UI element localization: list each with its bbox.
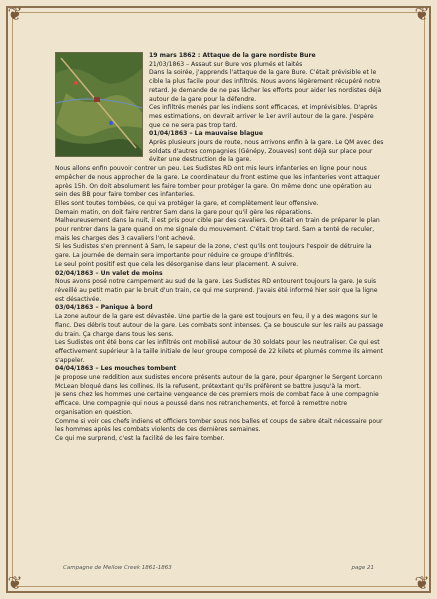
entry-title: 02/04/1863 – Un valet de moins	[55, 269, 163, 277]
page-footer	[63, 565, 374, 571]
entry-title: 01/04/1863 – La mauvaise blague	[149, 130, 264, 138]
entry-title: 04/04/1863 – Les mouches tombent	[55, 365, 177, 373]
paragraph: Je sens chez les hommes une certaine vengeance de ces premiers mois de combat face à une compagnie efficace. Une compagnie qui nous a poussé dans nos retranchements, et forcé à remettre notre organisation en question.	[55, 391, 379, 416]
paragraph: Le seul point positif est que cela les désorganise dans leur placement. A suivre.	[55, 260, 299, 268]
paragraph: Si les Sudistes s'en prennent à Sam, le sapeur de la zone, c'est qu'ils ont toujours l'espoir de détruire la gare. La journée de demain sera importante pour réduire ce groupe d'infiltrés.	[55, 243, 372, 260]
paragraph: Nous avons posé notre campement au sud de la gare. Les Sudistes RD entourent toujours la gare. Je suis réveillé au petit matin par le bruit d'un train, ce qui me surprend. J'avais été informé hier soir que la ligne est désactivée.	[55, 278, 378, 303]
paragraph: Demain matin, on doit faire rentrer Sam dans la gare pour qu'il gère les réparations.	[55, 208, 313, 216]
paragraph: Comme si voir ces chefs indiens et officiers tomber sous nos balles et coups de sabre était nécessaire pour les hommes après les combats violents de ces dernières semaines.	[55, 417, 383, 434]
entry-title: 03/04/1863 – Panique à bord	[55, 304, 153, 312]
footer-title: Campagne de Mellow Creek 1861-1863	[63, 565, 172, 571]
paragraph: Je propose une reddition aux sudistes encore présents autour de la gare, pour épargner le Sergent Lorcann McLean bloqué dans les collines. Ils la refusent, prétextant qu'ils préfèrent se battre jusqu'à la mort.	[55, 374, 383, 390]
paragraph: Ces infiltrés menés par les indiens sont efficaces, et imprévisibles. D'après mes estimations, on devrait arriver le 1er avril autour de la gare. J'espère que ce ne sera pas trop tard.	[149, 104, 378, 129]
corner-ornament-icon: ❦	[414, 4, 430, 25]
entry-subtitle: 21/03/1863 – Assaut sur Bure vos plumés et laités	[149, 60, 303, 68]
paragraph: Ce qui me surprend, c'est la facilité de les faire tomber.	[55, 434, 225, 442]
paragraph: La zone autour de la gare est dévastée. Une partie de la gare est toujours en feu, il y a des wagons sur le flanc. Des débris tout autour de la gare. Les combats sont intenses. Ça se bouscule sur les rails au passage du train. Ça charge dans tous les sens.	[55, 313, 384, 338]
entry-4	[55, 365, 385, 443]
paragraph: Malheureusement dans la nuit, il est pris pour cible par des cavaliers. On était en train de préparer le plan pour rentrer dans la gare quand on me signale du mouvement. C'était trop tard. Sam a tenté de reculer, mais les charges des 3 cavaliers l'ont achevé.	[55, 217, 380, 242]
paragraph: Nous allons enfin pouvoir contrer un peu. Les Sudistes RD ont mis leurs infanteries en ligne pour nous empêcher de nous approcher de la gare. Le coordinateur du front estime que les infanteries vont attaquer après 15h. On doit absolument les faire tomber pour protéger la gare. On même donc une opération au sein des BB pour faire tomber ces infanteries.	[55, 165, 381, 199]
paragraph: Les Sudistes ont été bons car les infiltrés ont mobilisé autour de 30 soldats pour les neutraliser. Ce qui est effectivement supérieur à la taille initiale de leur groupe composé de 22 kilets et plumés comme ils aiment s'appeler.	[55, 339, 383, 364]
corner-ornament-icon: ❦	[7, 573, 23, 594]
map-image	[55, 52, 143, 157]
paragraph: Dans la soirée, j'apprends l'attaque de la gare Bure. C'était prévisible et le cible la plus facile pour des infiltrés. Nous avons légèrement récupéré notre retard. Je demande de ne pas lâcher les efforts pour aider les nordistes déjà autour de la gare pour la défendre.	[149, 69, 382, 103]
paragraph: Après plusieurs jours de route, nous arrivons enfin à la gare. Le QM avec des soldats d'autres compagnies (Génépy, Zouaves) sont déjà sur place pour éviter une destruction de la gare.	[149, 139, 384, 164]
corner-ornament-icon: ❦	[7, 4, 23, 25]
page-number: page 21	[351, 565, 374, 571]
paragraph: Elles sont toutes tombées, ce qui va protéger la gare, et complètement leur offensive.	[55, 199, 319, 207]
entry-title: 19 mars 1862 : Attaque de la gare nordiste Bure	[149, 52, 316, 59]
entry-3	[55, 304, 385, 365]
journal-body	[55, 52, 385, 557]
entry-2	[55, 270, 385, 305]
corner-ornament-icon: ❦	[414, 573, 430, 594]
